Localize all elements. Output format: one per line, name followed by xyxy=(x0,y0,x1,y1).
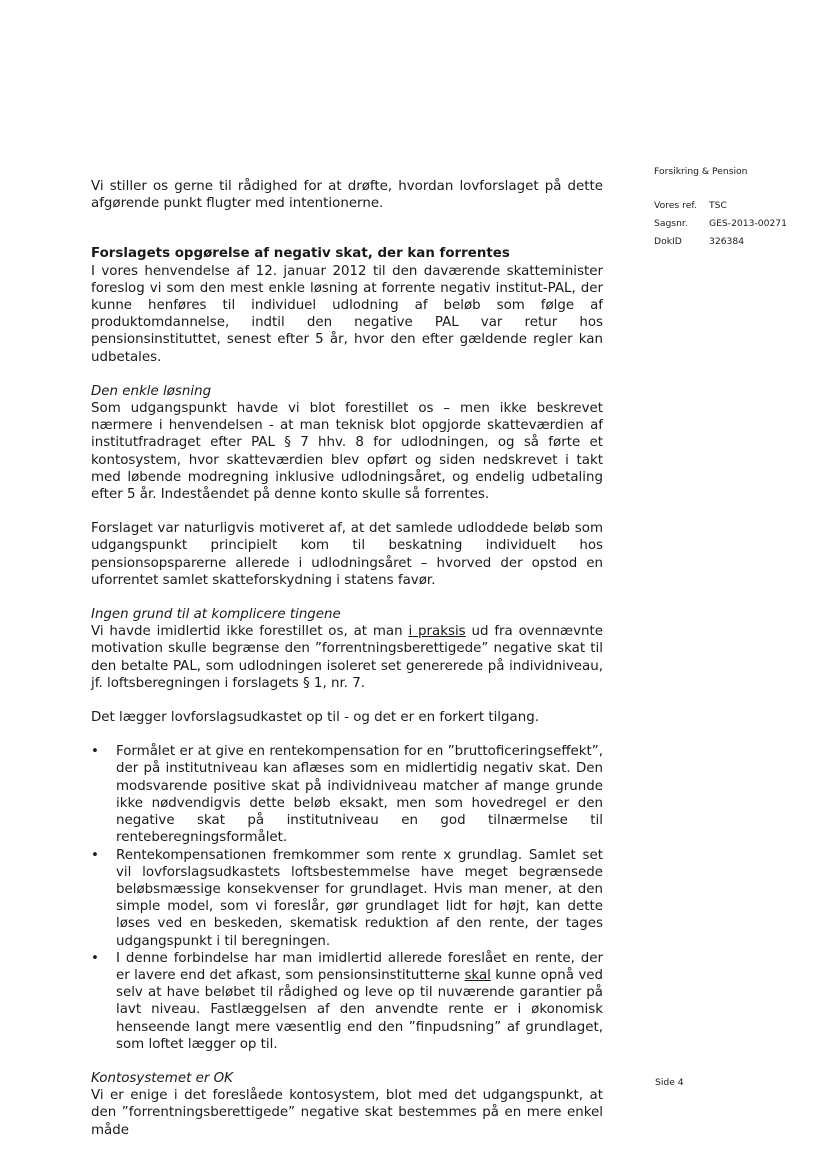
text-run: Vi havde imidlertid ikke forestillet os, at man xyxy=(91,624,409,640)
text-run: ud fra ovennævnte motivation skulle begrænse den ”forrentningsberettigede” negative skat til den betalte PAL, som udlodningen isoleret set genererede på individniveau, jf. loftsberegningen i forslagets § 1, nr. 7. xyxy=(91,624,603,691)
subheading-simple-solution: Den enkle løsning xyxy=(91,383,212,399)
paragraph-4 xyxy=(91,623,603,692)
paragraph-1: I vores henvendelse af 12. januar 2012 til den daværende skatteminister foreslog vi som den mest enkle løsning at forrente negativ institut-PAL, der kunne henføres til individuel udlodning af beløb som følge af produktomdannelse, indtil den negative PAL var retur hos pensionsinstituttet, senest efter 5 år, hvor den efter gældende regler kan udbetales. xyxy=(91,263,603,365)
meta-key: DokID xyxy=(654,236,682,247)
list-item-text: Rentekompensationen fremkommer som rente x grundlag. Samlet set vil lovforslagsudkastets loftsbestemmelse have meget begrænsede beløbsmæssige konsekvenser for grundlaget. Hvis man mener, at den simple model, som vi foreslår, gør grundlaget lidt for højt, kan dette løses ved en beskeden, skematisk reduktion af den rente, der tages udgangspunkt i til beregningen. xyxy=(116,847,603,949)
document-meta xyxy=(654,166,787,254)
bullet-list xyxy=(91,743,603,1053)
list-item xyxy=(91,847,603,950)
underlined-text: i praksis xyxy=(408,624,466,640)
list-item-text: Formålet er at give en rentekompensation for en ”bruttoficeringseffekt”, der på institutniveau kan aflæses som en midlertidig negativ skat. Den modsvarende positive skat på individniveau matcher af mange grunde ikke nødvendigvis dette beløb eksakt, men som hovedregel er den negative skat på institutniveau en god tilnærmelse til renteberegningsformålet. xyxy=(116,744,603,846)
meta-key: Sagsnr. xyxy=(654,218,688,229)
list-item-text xyxy=(116,951,603,1052)
intro-paragraph: Vi stiller os gerne til rådighed for at drøfte, hvordan lovforslaget på dette afgørende punkt flugter med intentionerne. xyxy=(91,179,603,212)
list-item xyxy=(91,743,603,846)
text-run: I denne forbindelse har man imidlertid allerede foreslået en rente, der er lavere end det afkast, som pensionsinstitutterne xyxy=(116,950,603,983)
list-item xyxy=(91,950,603,1053)
organization-name: Forsikring & Pension xyxy=(654,166,748,177)
paragraph-2: Som udgangspunkt havde vi blot forestillet os – men ikke beskrevet nærmere i henvendelsen - at man teknisk blot opgjorde skatteværdien af institutfradraget efter PAL § 7 hhv. 8 for udlodningen, og så førte et kontosystem, hvor skatteværdien blev opført og siden nedskrevet i takt med løbende modregning inklusive udlodningsåret, og endelig udbetaling efter 5 år. Indeståendet på denne konto skulle så forrentes. xyxy=(91,401,603,503)
text-run: kunne opnå ved selv at have beløbet til rådighed og leve op til nuværende garantier på lavt niveau. Fastlæggelsen af den anvendte rente er i økonomisk henseende langt mere væsentlig end den ”finpudsning” af grundlaget, som loftet lægger op til. xyxy=(116,967,603,1052)
meta-key: Vores ref. xyxy=(654,200,697,211)
bullet-icon: • xyxy=(91,950,99,966)
page-number: Side 4 xyxy=(655,1077,684,1088)
underlined-text: skal xyxy=(464,967,491,983)
paragraph-3: Forslaget var naturligvis motiveret af, at det samlede udloddede beløb som udgangspunkt principielt kom til beskatning individuelt hos pensionsopsparerne allerede i udlodningsåret – hvorved der opstod en uforrentet samlet skatteforskydning i statens favør. xyxy=(91,521,603,588)
subheading-account-system: Kontosystemet er OK xyxy=(91,1070,233,1086)
section-heading: Forslagets opgørelse af negativ skat, der kan forrentes xyxy=(91,246,510,262)
meta-value: TSC xyxy=(709,200,727,211)
meta-value: GES-2013-00271 xyxy=(709,218,787,229)
meta-row-ref xyxy=(654,200,787,212)
bullet-icon: • xyxy=(91,847,99,863)
meta-value: 326384 xyxy=(709,236,745,247)
subheading-no-reason: Ingen grund til at komplicere tingene xyxy=(91,607,341,623)
bullet-icon: • xyxy=(91,744,99,760)
document-body xyxy=(91,178,603,1139)
paragraph-6: Vi er enige i det foreslåede kontosystem, blot med det udgangspunkt, at den ”forrentningsberettigede” negative skat bestemmes på en mere enkel måde xyxy=(91,1088,603,1138)
meta-row-case xyxy=(654,218,787,230)
paragraph-5: Det lægger lovforslagsudkastet op til - og det er en forkert tilgang. xyxy=(91,710,539,726)
meta-row-docid xyxy=(654,236,787,248)
